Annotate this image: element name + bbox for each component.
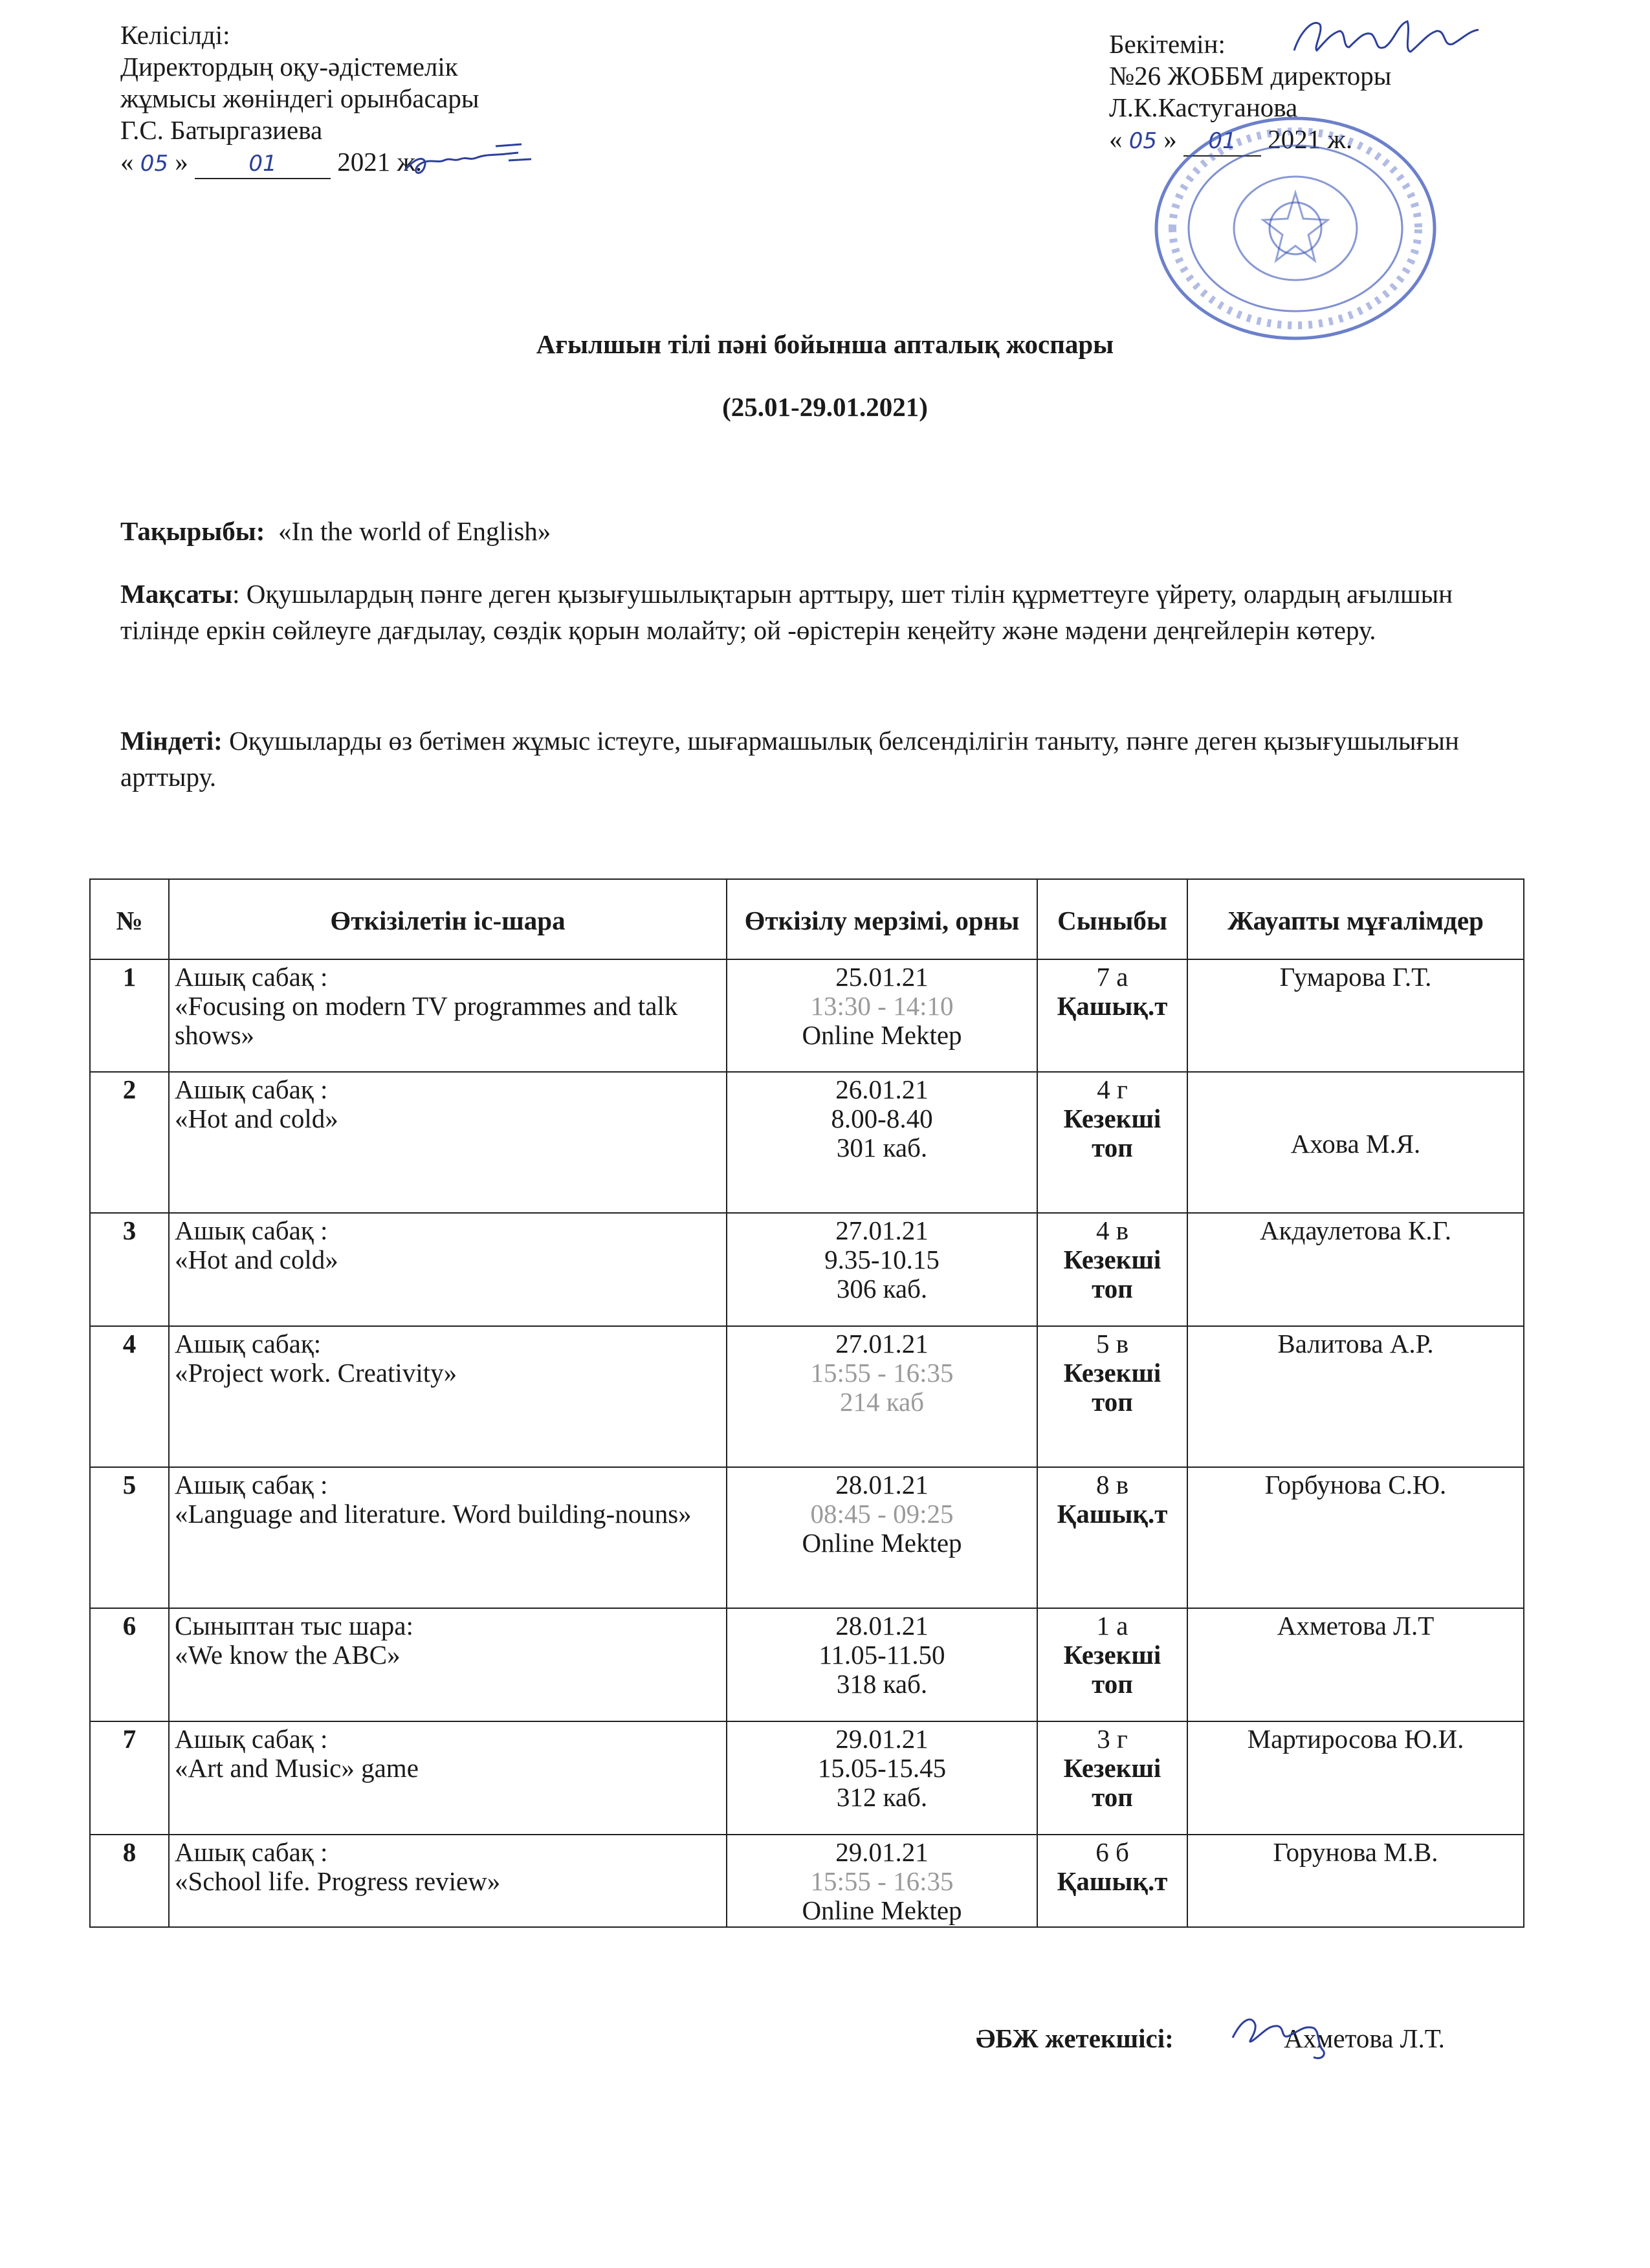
teacher-name: Горбунова С.Ю. <box>1264 1470 1447 1499</box>
row-number: 3 <box>90 1213 169 1326</box>
row-number: 7 <box>90 1721 169 1835</box>
table-row <box>90 1213 1524 1326</box>
table-row <box>90 1835 1524 1927</box>
class-mode: Қашық.т <box>1057 1499 1168 1529</box>
deputy-title-line2: жұмысы жөніндегі орынбасары <box>120 83 479 113</box>
goal-text: : Оқушылардың пәнге деген қызығушылықтарын арттыру, шет тілін құрметтеуге үйрету, олардың ағылшын тілінде еркін сөйлеуге дағдылау, сөздік қорын молайту; ой -өрістерін кеңейту және мәдени деңгейлерін көтеру. <box>120 579 1453 645</box>
row-teacher <box>1187 1467 1524 1608</box>
row-class <box>1037 1467 1187 1608</box>
header-date-place: Өткізілу мерзімі, орны <box>727 879 1037 959</box>
class-name: 6 б <box>1095 1837 1129 1867</box>
row-date-place <box>727 1721 1037 1835</box>
row-class <box>1037 1213 1187 1326</box>
table-row <box>90 1608 1524 1721</box>
event-date: 27.01.21 <box>835 1216 929 1245</box>
row-event <box>169 1326 727 1467</box>
event-type: Ашық сабақ : <box>175 962 328 992</box>
row-teacher <box>1187 1326 1524 1467</box>
deputy-signature-icon <box>399 141 541 186</box>
row-teacher <box>1187 1835 1524 1927</box>
topic-label: Тақырыбы: <box>120 516 265 546</box>
row-date-place <box>727 1835 1037 1927</box>
table-row <box>90 1721 1524 1835</box>
deputy-date-month: 01 <box>248 151 277 177</box>
event-date: 25.01.21 <box>835 962 929 992</box>
deputy-name-row <box>120 114 586 146</box>
row-event <box>169 1467 727 1608</box>
event-place: 214 каб <box>839 1387 925 1417</box>
topic-value: «In the world of English» <box>278 516 551 546</box>
event-type: Ашық сабақ : <box>175 1216 328 1245</box>
period-subtitle: (25.01-29.01.2021) <box>722 392 928 422</box>
event-time: 8.00-8.40 <box>831 1104 933 1133</box>
event-date: 29.01.21 <box>835 1837 929 1867</box>
class-name: 5 в <box>1095 1329 1129 1358</box>
event-type: Ашық сабақ : <box>175 1724 328 1754</box>
row-teacher <box>1187 1213 1524 1326</box>
event-date: 29.01.21 <box>835 1724 929 1754</box>
director-date-day: 05 <box>1128 128 1158 154</box>
table-row <box>90 1326 1524 1467</box>
teacher-name: Мартиросова Ю.И. <box>1247 1724 1464 1754</box>
row-number: 1 <box>90 959 169 1072</box>
task-label: Міндеті: <box>120 726 223 756</box>
teacher-name: Ахова М.Я. <box>1290 1128 1421 1159</box>
director-date-year: 2021 ж. <box>1268 124 1353 154</box>
class-name: 7 а <box>1096 962 1128 992</box>
weekly-plan-table <box>89 878 1524 1928</box>
deputy-name: Г.С. Батыргазиева <box>120 115 323 145</box>
event-time: 15.05-15.45 <box>817 1753 947 1783</box>
row-class <box>1037 959 1187 1072</box>
event-name: «School life. Progress review» <box>175 1866 501 1896</box>
class-mode: Кезекші топ <box>1063 1245 1161 1303</box>
row-date-place <box>727 1467 1037 1608</box>
row-number: 2 <box>90 1072 169 1213</box>
event-place: 301 каб. <box>836 1133 928 1162</box>
teacher-name: Ахметова Л.Т <box>1277 1611 1435 1641</box>
event-date: 28.01.21 <box>835 1470 929 1499</box>
event-time: 15:55 - 16:35 <box>810 1866 954 1896</box>
row-teacher <box>1187 1072 1524 1213</box>
topic-line <box>120 513 1537 549</box>
event-name: «Focusing on modern TV programmes and talk shows» <box>175 991 678 1050</box>
row-date-place <box>727 1608 1037 1721</box>
row-event <box>169 959 727 1072</box>
row-date-place <box>727 1326 1037 1467</box>
row-number: 6 <box>90 1608 169 1721</box>
header-class: Сыныбы <box>1037 879 1187 959</box>
director-name: Л.К.Кастуганова <box>1109 93 1298 122</box>
approval-block-left <box>120 19 586 178</box>
teacher-name: Акдаулетова К.Г. <box>1260 1216 1451 1245</box>
event-place: Online Mektep <box>802 1020 962 1050</box>
event-date: 27.01.21 <box>835 1329 929 1358</box>
row-date-place <box>727 1213 1037 1326</box>
class-mode: Кезекші топ <box>1063 1104 1161 1162</box>
deputy-date-year: 2021 ж. <box>337 147 423 177</box>
footer-label: ӘБЖ жетекшісі: <box>976 2023 1174 2053</box>
row-event <box>169 1721 727 1835</box>
header-number: № <box>90 879 169 959</box>
class-mode: Кезекші топ <box>1063 1640 1161 1699</box>
director-date-month: 01 <box>1208 128 1237 154</box>
task-text: Оқушыларды өз бетімен жұмыс істеуге, шығармашылық белсенділігін таныту, пәнге деген қызығушылығын арттыру. <box>120 726 1459 792</box>
event-name: «Language and literature. Word building-nouns» <box>175 1499 692 1529</box>
event-time: 11.05-11.50 <box>819 1640 945 1670</box>
event-type: Ашық сабақ : <box>175 1470 328 1499</box>
event-name: «Hot and cold» <box>175 1104 338 1133</box>
class-name: 3 г <box>1097 1724 1128 1754</box>
row-class <box>1037 1608 1187 1721</box>
footer-signoff <box>976 2023 1445 2055</box>
deputy-date-row: « 05 » 01 2021 ж. <box>120 146 586 178</box>
row-event <box>169 1835 727 1927</box>
event-name: «We know the ABC» <box>175 1640 401 1670</box>
event-name: «Hot and cold» <box>175 1245 338 1274</box>
official-stamp-icon <box>1134 109 1457 354</box>
deputy-date-day: 05 <box>140 151 169 177</box>
header-event: Өткізілетін іс-шара <box>169 879 727 959</box>
event-type: Ашық сабақ: <box>175 1329 322 1358</box>
head-signature-icon <box>1223 2005 1333 2064</box>
teacher-name: Гумарова Г.Т. <box>1279 962 1432 992</box>
director-date-row: « 05 » 01 2021 ж. <box>1109 124 1510 155</box>
event-date: 28.01.21 <box>835 1611 929 1641</box>
event-time: 15:55 - 16:35 <box>810 1358 954 1388</box>
goal-paragraph <box>120 576 1537 648</box>
row-event <box>169 1213 727 1326</box>
row-number: 5 <box>90 1467 169 1608</box>
class-name: 8 в <box>1095 1470 1129 1499</box>
deputy-title-line1: Директордың оқу-әдістемелік <box>120 52 458 82</box>
row-date-place <box>727 959 1037 1072</box>
event-place: 312 каб. <box>836 1782 928 1812</box>
header-teacher: Жауапты мұғалімдер <box>1187 879 1524 959</box>
class-name: 1 а <box>1096 1611 1128 1641</box>
class-mode: Кезекші топ <box>1063 1358 1161 1417</box>
class-name: 4 г <box>1097 1074 1128 1104</box>
teacher-name: Горунова М.В. <box>1273 1837 1438 1867</box>
event-name: «Art and Music» game <box>175 1753 419 1783</box>
goal-label: Мақсаты <box>120 579 233 609</box>
event-name: «Project work. Creativity» <box>175 1358 457 1388</box>
row-teacher <box>1187 959 1524 1072</box>
row-class <box>1037 1072 1187 1213</box>
class-mode: Қашық.т <box>1057 1866 1168 1896</box>
teacher-name: Валитова А.Р. <box>1277 1329 1434 1358</box>
event-type: Ашық сабақ : <box>175 1074 328 1104</box>
event-date: 26.01.21 <box>835 1074 929 1104</box>
row-teacher <box>1187 1721 1524 1835</box>
event-time: 13:30 - 14:10 <box>810 991 954 1021</box>
row-date-place <box>727 1072 1037 1213</box>
class-mode: Кезекші топ <box>1063 1753 1161 1812</box>
director-title: №26 ЖОББМ директоры <box>1109 61 1392 91</box>
row-number: 4 <box>90 1326 169 1467</box>
row-class <box>1037 1326 1187 1467</box>
page-title: Ағылшын тілі пәні бойынша апталық жоспары <box>536 329 1114 359</box>
event-place: Online Mektep <box>802 1895 962 1925</box>
row-class <box>1037 1835 1187 1927</box>
event-place: 306 каб. <box>836 1274 928 1303</box>
row-teacher <box>1187 1608 1524 1721</box>
table-body <box>90 959 1524 1927</box>
event-place: 318 каб. <box>836 1669 928 1699</box>
class-mode: Қашық.т <box>1057 991 1168 1021</box>
table-row <box>90 1467 1524 1608</box>
event-type: Ашық сабақ : <box>175 1837 328 1867</box>
table-header-row <box>90 879 1524 959</box>
table-row <box>90 1072 1524 1213</box>
row-event <box>169 1608 727 1721</box>
approve-label: Бекітемін: <box>1109 29 1226 59</box>
task-paragraph <box>120 723 1537 795</box>
class-name: 4 в <box>1095 1216 1129 1245</box>
director-signature-icon <box>1288 12 1482 70</box>
event-type: Сыныптан тыс шара: <box>175 1611 413 1641</box>
event-place: Online Mektep <box>802 1528 962 1558</box>
row-number: 8 <box>90 1835 169 1927</box>
table-row <box>90 959 1524 1072</box>
event-time: 9.35-10.15 <box>824 1245 940 1274</box>
event-time: 08:45 - 09:25 <box>810 1499 954 1529</box>
footer-name: Ахметова Л.Т. <box>1284 2023 1445 2053</box>
row-class <box>1037 1721 1187 1835</box>
row-event <box>169 1072 727 1213</box>
agreed-label: Келісілді: <box>120 20 230 50</box>
